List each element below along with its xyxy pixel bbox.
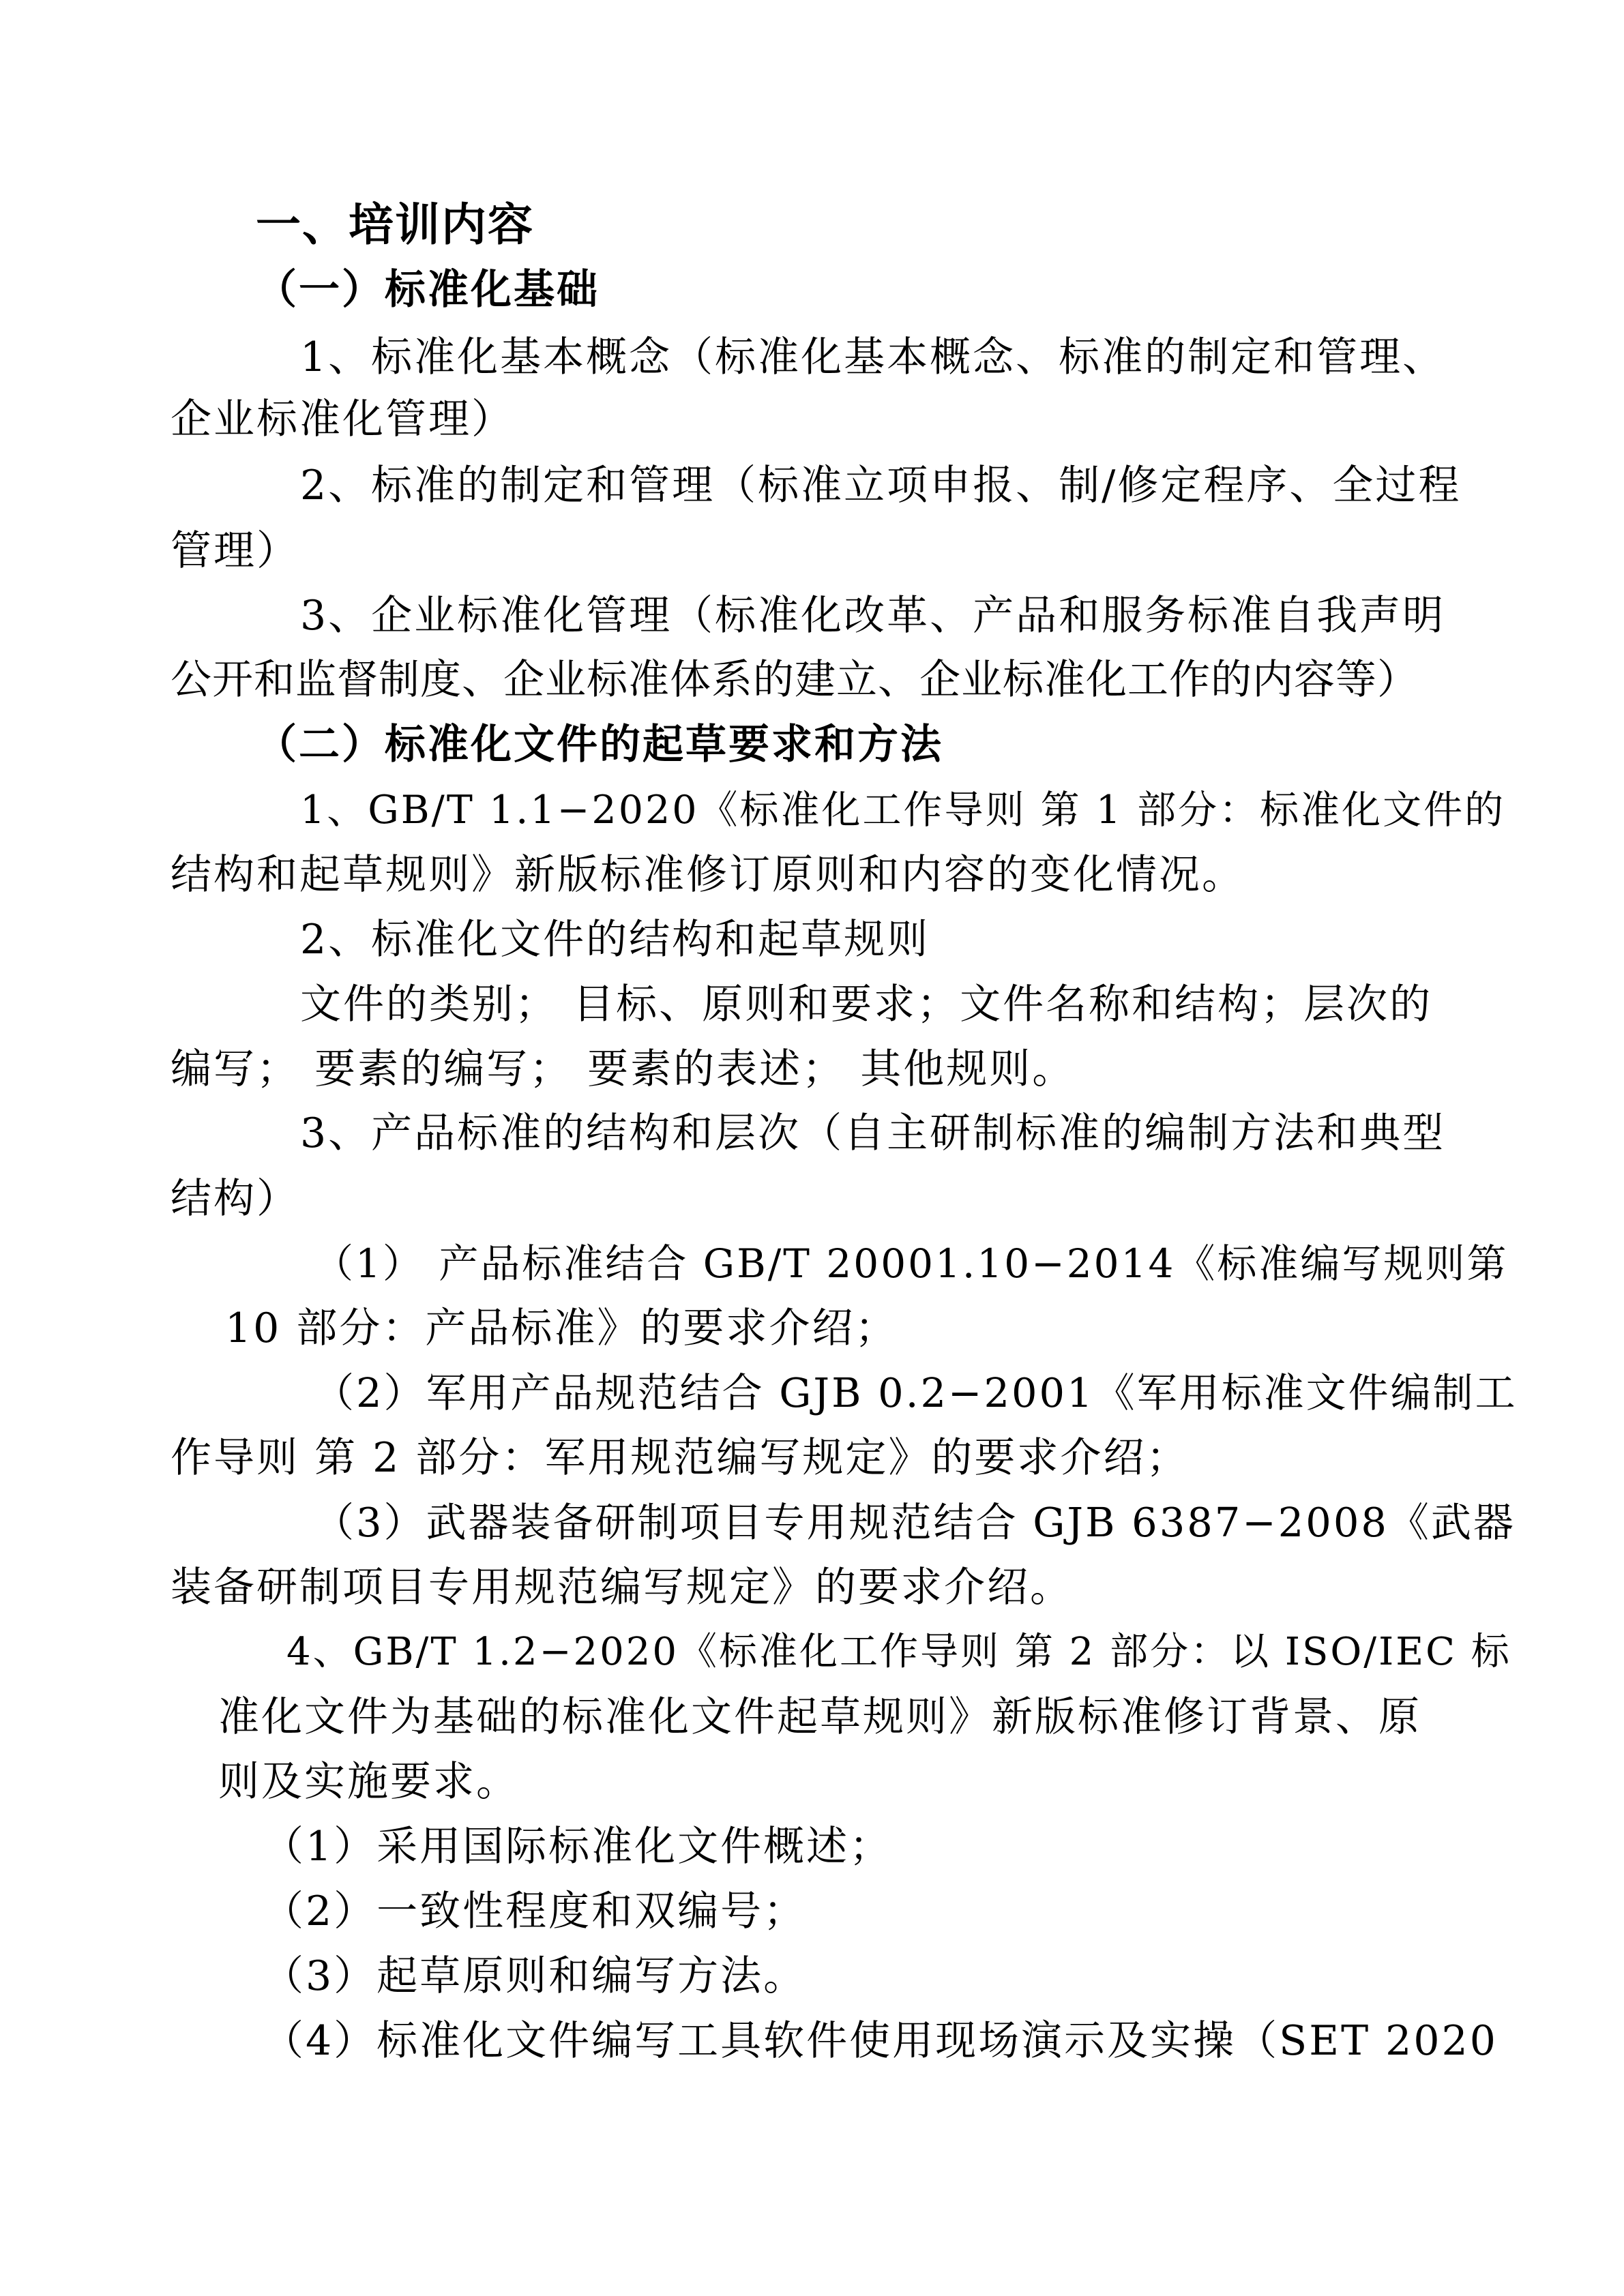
section-2-item-1-line-2: 结构和起草规则》新版标准修订原则和内容的变化情况。 — [171, 851, 1245, 899]
section-2-item-4-sub-1: （1）采用国际标准化文件概述； — [263, 1823, 893, 1870]
section-2-item-2-line-1: 2、标准化文件的结构和起草规则 — [300, 916, 930, 964]
section-1-item-1-line-2: 企业标准化管理） — [171, 396, 514, 443]
section-2-item-3-sub-2-line-2: 作导则 第 2 部分：军用规范编写规定》的要求介绍； — [171, 1434, 1190, 1482]
section-2-item-2-body-line-1: 文件的类别； 目标、原则和要求；文件名称和结构；层次的 — [300, 981, 1433, 1028]
section-2-item-4-line-1: 4、GB/T 1.2−2020《标准化工作导则 第 2 部分：以 ISO/IEC 标 — [286, 1630, 1511, 1674]
section-2-title: （二）标准化文件的起草要求和方法 — [256, 721, 943, 769]
section-2-item-3-sub-2-line-1: （2）军用产品规范结合 GJB 0.2−2001《军用标准文件编制工 — [314, 1369, 1518, 1416]
section-2-item-4-line-2: 准化文件为基础的标准化文件起草规则》新版标准修订背景、原 — [218, 1693, 1421, 1741]
section-2-item-4-sub-4: （4）标准化文件编写工具软件使用现场演示及实操（SET 2020 — [263, 2017, 1498, 2065]
section-2-item-3-sub-3-line-1: （3）武器装备研制项目专用规范结合 GJB 6387−2008《武器 — [314, 1499, 1516, 1546]
section-2-item-3-sub-1-line-2: 10 部分：产品标准》的要求介绍； — [225, 1304, 898, 1352]
section-2-item-2-body-line-2: 编写； 要素的编写； 要素的表述； 其他规则。 — [171, 1045, 1076, 1093]
section-2-item-4-sub-2: （2）一致性程度和双编号； — [263, 1888, 807, 1935]
section-1-item-2-line-2: 管理） — [171, 527, 299, 575]
section-2-item-4-sub-3: （3）起草原则和编写方法。 — [263, 1952, 807, 2000]
section-2-item-4-line-3: 则及实施要求。 — [218, 1758, 519, 1806]
section-2-item-3-sub-1-line-1: （1） 产品标准结合 GB/T 20001.10−2014《标准编写规则第 — [314, 1240, 1509, 1287]
section-2-item-3-sub-3-line-2: 装备研制项目专用规范编写规定》的要求介绍。 — [171, 1564, 1073, 1611]
section-1-item-3-line-2: 公开和监督制度、企业标准体系的建立、企业标准化工作的内容等） — [171, 656, 1419, 704]
section-1-item-2-line-1: 2、标准的制定和管理（标准立项申报、制/修定程序、全过程 — [300, 462, 1462, 509]
section-1-item-1-line-1: 1、标准化基本概念（标准化基本概念、标准的制定和管理、 — [300, 333, 1446, 381]
section-2-item-3-line-1: 3、产品标准的结构和层次（自主研制标准的编制方法和典型 — [300, 1109, 1446, 1157]
section-1-title: （一）标准化基础 — [256, 266, 600, 314]
heading-training-content: 一、培训内容 — [256, 198, 534, 251]
section-2-item-1-line-1: 1、GB/T 1.1−2020《标准化工作导则 第 1 部分：标准化文件的 — [300, 788, 1506, 833]
section-2-item-3-line-2: 结构） — [171, 1175, 299, 1223]
section-1-item-3-line-1: 3、企业标准化管理（标准化改革、产品和服务标准自我声明 — [300, 592, 1446, 640]
